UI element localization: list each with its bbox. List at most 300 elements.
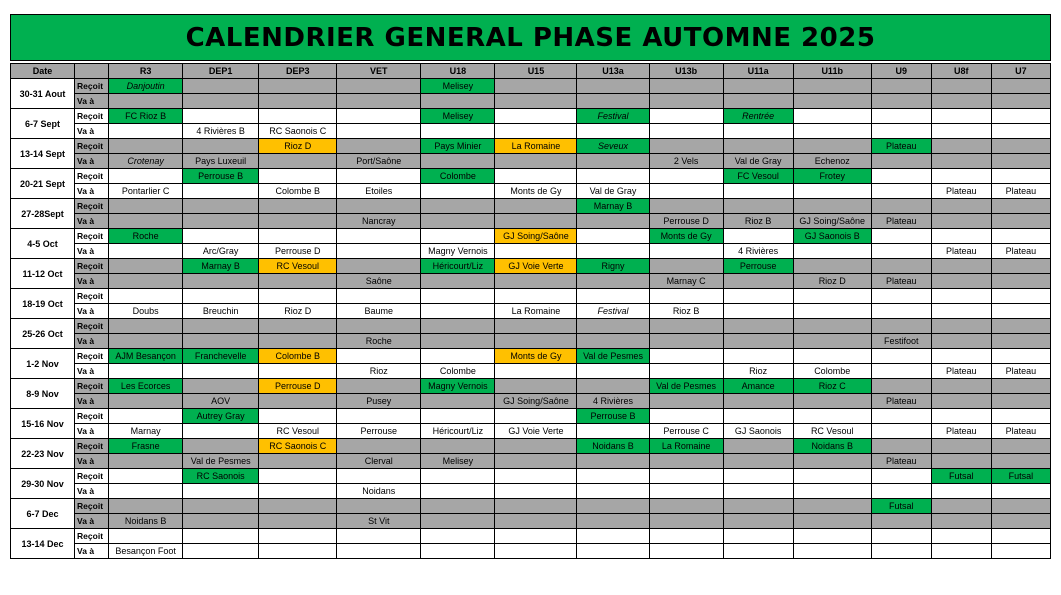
schedule-cell [183,424,259,439]
week-date: 18-19 Oct [11,289,75,319]
schedule-cell [723,139,793,154]
schedule-cell: Melisey [421,454,495,469]
table-row [11,79,1051,94]
schedule-cell: Noidans B [793,439,871,454]
schedule-cell [871,289,931,304]
schedule-cell: Plateau [931,424,991,439]
schedule-cell [183,499,259,514]
schedule-cell: Frotey [793,169,871,184]
home-label: Reçoit [75,439,109,454]
schedule-cell [793,529,871,544]
home-label: Reçoit [75,409,109,424]
schedule-cell [495,154,577,169]
column-header: U18 [421,64,495,79]
schedule-cell [991,379,1050,394]
schedule-cell: 4 Rivières [723,244,793,259]
schedule-cell [649,514,723,529]
schedule-cell: Arc/Gray [183,244,259,259]
schedule-cell [337,409,421,424]
schedule-cell: Marnay B [183,259,259,274]
schedule-cell [183,274,259,289]
schedule-cell: Val de Pesmes [649,379,723,394]
schedule-cell [871,439,931,454]
home-label: Reçoit [75,259,109,274]
home-label: Reçoit [75,289,109,304]
schedule-cell [421,154,495,169]
schedule-cell: Futsal [991,469,1050,484]
schedule-cell [723,94,793,109]
schedule-cell [421,124,495,139]
away-label: Va à [75,94,109,109]
schedule-cell [421,469,495,484]
week-date: 6-7 Sept [11,109,75,139]
schedule-cell [723,544,793,559]
schedule-cell [991,229,1050,244]
schedule-cell: GJ Soing/Saône [495,394,577,409]
schedule-cell [931,274,991,289]
schedule-cell [931,94,991,109]
schedule-cell [871,259,931,274]
schedule-cell: Val de Gray [577,184,649,199]
table-row [11,289,1051,304]
schedule-cell: Magny Vernois [421,244,495,259]
schedule-cell [871,124,931,139]
schedule-cell: Festifoot [871,334,931,349]
schedule-cell [931,199,991,214]
schedule-cell: Rioz B [649,304,723,319]
schedule-cell: Port/Saône [337,154,421,169]
schedule-cell [577,274,649,289]
column-header: U11a [723,64,793,79]
schedule-cell: Breuchin [183,304,259,319]
schedule-cell [991,274,1050,289]
schedule-cell [495,109,577,124]
schedule-cell: Marnay C [649,274,723,289]
schedule-cell: Perrouse D [259,244,337,259]
away-label: Va à [75,214,109,229]
schedule-cell [495,319,577,334]
schedule-cell: 4 Rivières [577,394,649,409]
schedule-cell [259,229,337,244]
schedule-cell: Seveux [577,139,649,154]
schedule-cell [991,109,1050,124]
schedule-cell [259,214,337,229]
table-row [11,394,1051,409]
schedule-cell [495,379,577,394]
schedule-cell [421,199,495,214]
week-date: 6-7 Dec [11,499,75,529]
schedule-cell [871,544,931,559]
schedule-cell [183,379,259,394]
schedule-cell [723,409,793,424]
schedule-cell: GJ Saonois B [793,229,871,244]
table-row [11,274,1051,289]
schedule-cell: Nancray [337,214,421,229]
schedule-cell [991,499,1050,514]
column-header: U15 [495,64,577,79]
schedule-cell [793,94,871,109]
week-date: 30-31 Aout [11,79,75,109]
header-row [11,64,1051,79]
schedule-cell [109,214,183,229]
schedule-cell [723,394,793,409]
schedule-cell [649,79,723,94]
schedule-cell [421,409,495,424]
schedule-cell [259,469,337,484]
schedule-cell [259,79,337,94]
table-row [11,424,1051,439]
schedule-cell: Rioz D [259,139,337,154]
week-date: 11-12 Oct [11,259,75,289]
away-label: Va à [75,154,109,169]
schedule-cell: Perrouse B [577,409,649,424]
schedule-cell [109,454,183,469]
schedule-cell [649,124,723,139]
schedule-cell [931,439,991,454]
schedule-cell [649,289,723,304]
column-header: Date [11,64,75,79]
schedule-cell [495,514,577,529]
schedule-cell [871,229,931,244]
week-date: 13-14 Sept [11,139,75,169]
schedule-cell [577,469,649,484]
week-date: 1-2 Nov [11,349,75,379]
table-row [11,484,1051,499]
schedule-cell [337,94,421,109]
schedule-cell: Autrey Gray [183,409,259,424]
week-date: 13-14 Dec [11,529,75,559]
schedule-cell: Plateau [871,394,931,409]
schedule-cell [109,334,183,349]
schedule-cell [871,424,931,439]
schedule-cell [649,544,723,559]
table-row [11,409,1051,424]
away-label: Va à [75,274,109,289]
away-label: Va à [75,304,109,319]
column-header: U13b [649,64,723,79]
home-label: Reçoit [75,169,109,184]
week-date: 27-28Sept [11,199,75,229]
schedule-cell [991,79,1050,94]
column-header [75,64,109,79]
schedule-cell: Monts de Gy [495,349,577,364]
schedule-cell [577,94,649,109]
schedule-cell [495,274,577,289]
schedule-cell: Rioz [723,364,793,379]
week-date: 22-23 Nov [11,439,75,469]
schedule-cell: RC Saonois C [259,439,337,454]
schedule-cell [991,289,1050,304]
schedule-cell [109,409,183,424]
schedule-cell [495,439,577,454]
week-date: 4-5 Oct [11,229,75,259]
schedule-cell [259,274,337,289]
schedule-cell [649,259,723,274]
schedule-cell [991,154,1050,169]
schedule-cell [421,439,495,454]
schedule-cell [649,484,723,499]
table-row [11,169,1051,184]
schedule-cell [259,319,337,334]
schedule-cell: Besançon Foot [109,544,183,559]
schedule-cell [183,139,259,154]
schedule-cell [109,529,183,544]
schedule-cell: 4 Rivières B [183,124,259,139]
week-date: 25-26 Oct [11,319,75,349]
schedule-cell [109,94,183,109]
table-row [11,154,1051,169]
table-row [11,454,1051,469]
schedule-cell [109,244,183,259]
schedule-cell [991,259,1050,274]
schedule-cell [577,454,649,469]
schedule-cell [577,79,649,94]
schedule-cell: Colombe B [259,349,337,364]
schedule-cell [495,364,577,379]
schedule-cell [931,484,991,499]
schedule-cell [991,544,1050,559]
schedule-cell [577,514,649,529]
schedule-cell [183,79,259,94]
schedule-cell: Plateau [931,364,991,379]
schedule-cell [183,319,259,334]
schedule-cell: Plateau [991,244,1050,259]
schedule-cell [109,259,183,274]
schedule-cell: St Vit [337,514,421,529]
column-header: U9 [871,64,931,79]
schedule-cell [991,319,1050,334]
schedule-cell: Franchevelle [183,349,259,364]
schedule-cell [723,79,793,94]
schedule-cell [723,289,793,304]
schedule-cell [577,124,649,139]
schedule-cell [337,229,421,244]
schedule-cell [259,484,337,499]
schedule-cell [421,484,495,499]
schedule-cell [931,514,991,529]
week-date: 15-16 Nov [11,409,75,439]
schedule-cell: Festival [577,109,649,124]
home-label: Reçoit [75,379,109,394]
schedule-cell [649,139,723,154]
schedule-cell [931,529,991,544]
schedule-cell: Pays Luxeuil [183,154,259,169]
schedule-cell [991,169,1050,184]
schedule-cell [495,409,577,424]
schedule-cell [183,229,259,244]
schedule-cell [495,79,577,94]
schedule-cell [723,439,793,454]
schedule-cell [649,169,723,184]
schedule-cell [649,529,723,544]
home-label: Reçoit [75,199,109,214]
schedule-cell [793,184,871,199]
schedule-cell [931,214,991,229]
schedule-cell: RC Vesoul [259,259,337,274]
schedule-cell [931,409,991,424]
schedule-cell [649,454,723,469]
schedule-cell [183,94,259,109]
schedule-cell [337,244,421,259]
schedule-cell [183,334,259,349]
calendar-sheet [10,14,1051,559]
schedule-cell [495,454,577,469]
schedule-cell [577,529,649,544]
schedule-cell [723,184,793,199]
schedule-cell [931,79,991,94]
schedule-cell [259,499,337,514]
schedule-cell [337,79,421,94]
schedule-cell [871,184,931,199]
schedule-cell: Clerval [337,454,421,469]
schedule-cell [649,499,723,514]
schedule-cell [931,379,991,394]
schedule-cell [871,79,931,94]
schedule-cell [649,409,723,424]
schedule-cell: Perrouse B [183,169,259,184]
home-label: Reçoit [75,229,109,244]
schedule-cell [723,199,793,214]
schedule-cell [723,319,793,334]
schedule-cell [109,319,183,334]
table-row [11,199,1051,214]
schedule-cell [183,364,259,379]
schedule-cell [183,109,259,124]
schedule-cell [931,259,991,274]
schedule-cell [337,319,421,334]
schedule-cell: Futsal [931,469,991,484]
schedule-cell: Roche [109,229,183,244]
schedule-cell [931,169,991,184]
schedule-cell [577,319,649,334]
schedule-cell [793,79,871,94]
column-header: U13a [577,64,649,79]
schedule-cell [871,154,931,169]
schedule-cell [931,544,991,559]
schedule-cell [337,439,421,454]
table-row [11,319,1051,334]
schedule-cell [991,199,1050,214]
schedule-cell [495,124,577,139]
schedule-cell [259,529,337,544]
schedule-cell: Roche [337,334,421,349]
schedule-cell [793,454,871,469]
schedule-cell [931,229,991,244]
schedule-cell [495,289,577,304]
away-label: Va à [75,424,109,439]
schedule-cell: Doubs [109,304,183,319]
schedule-cell [259,199,337,214]
schedule-cell [723,304,793,319]
schedule-cell [577,334,649,349]
schedule-cell [337,139,421,154]
schedule-cell [259,544,337,559]
away-label: Va à [75,394,109,409]
schedule-cell [871,379,931,394]
schedule-cell [577,154,649,169]
schedule-cell: Marnay [109,424,183,439]
schedule-cell: 2 Vels [649,154,723,169]
schedule-cell [723,349,793,364]
week-date: 8-9 Nov [11,379,75,409]
table-row [11,124,1051,139]
table-row [11,259,1051,274]
schedule-cell [649,109,723,124]
schedule-cell [793,334,871,349]
home-label: Reçoit [75,499,109,514]
schedule-cell [109,484,183,499]
schedule-cell: Rioz [337,364,421,379]
schedule-cell [723,469,793,484]
schedule-cell: Rioz B [723,214,793,229]
schedule-cell [495,484,577,499]
table-row [11,304,1051,319]
column-header: VET [337,64,421,79]
schedule-cell: RC Saonois C [259,124,337,139]
schedule-cell: Perrouse C [649,424,723,439]
home-label: Reçoit [75,139,109,154]
column-header: DEP3 [259,64,337,79]
schedule-cell [183,529,259,544]
schedule-cell: Perrouse [723,259,793,274]
schedule-cell [109,274,183,289]
schedule-cell: Plateau [991,184,1050,199]
schedule-cell [183,514,259,529]
schedule-cell: Colombe [421,364,495,379]
schedule-cell [495,214,577,229]
schedule-cell [577,364,649,379]
schedule-cell [871,169,931,184]
column-header: U11b [793,64,871,79]
schedule-cell [793,139,871,154]
schedule-cell [871,109,931,124]
schedule-cell [421,274,495,289]
schedule-cell [871,244,931,259]
table-row [11,379,1051,394]
schedule-table [10,63,1051,559]
schedule-cell [793,124,871,139]
schedule-cell [259,394,337,409]
away-label: Va à [75,544,109,559]
schedule-cell [259,334,337,349]
schedule-cell: Amance [723,379,793,394]
schedule-cell [931,349,991,364]
schedule-cell [337,349,421,364]
table-row [11,334,1051,349]
schedule-cell [109,364,183,379]
schedule-cell: AJM Besançon [109,349,183,364]
schedule-cell [183,289,259,304]
schedule-cell: Noidans B [577,439,649,454]
schedule-cell: Héricourt/Liz [421,424,495,439]
schedule-cell [793,409,871,424]
schedule-cell: Futsal [871,499,931,514]
schedule-cell [793,109,871,124]
schedule-cell: Val de Pesmes [183,454,259,469]
schedule-cell [577,484,649,499]
table-row [11,469,1051,484]
schedule-cell [871,94,931,109]
schedule-cell: Plateau [991,364,1050,379]
schedule-cell [649,94,723,109]
schedule-cell [793,259,871,274]
column-header: U8f [931,64,991,79]
schedule-cell [649,184,723,199]
schedule-cell [649,364,723,379]
schedule-cell: Crotenay [109,154,183,169]
schedule-cell: Rioz D [259,304,337,319]
schedule-cell: Rigny [577,259,649,274]
